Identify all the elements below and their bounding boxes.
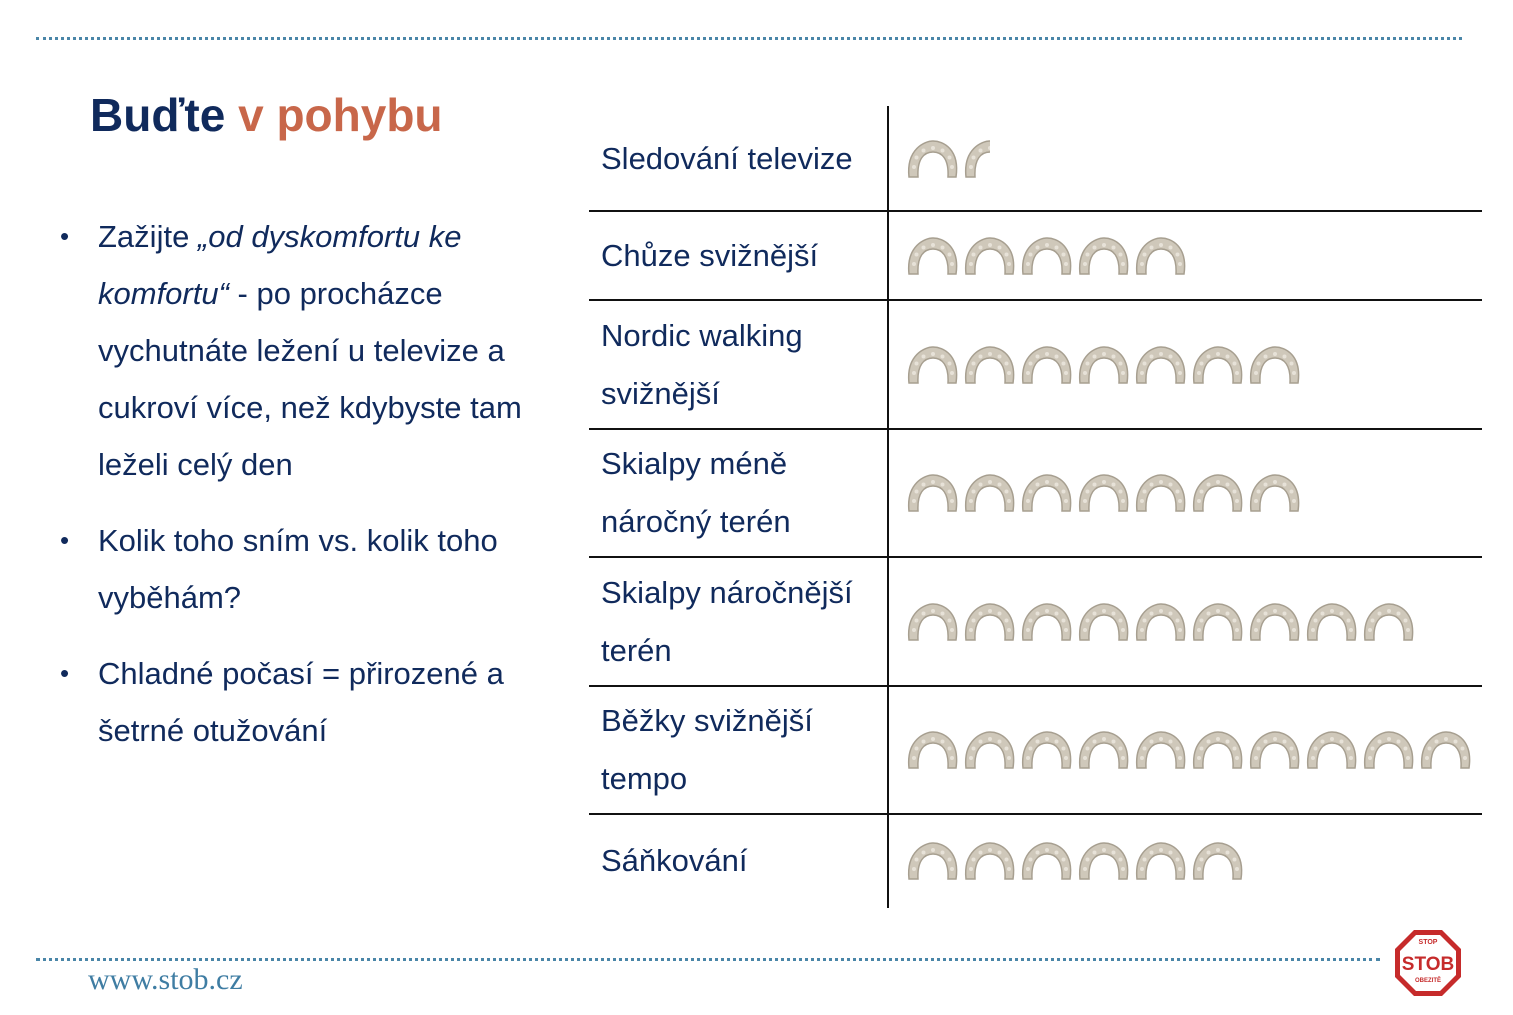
vanilla-crescent-icon bbox=[1019, 234, 1074, 278]
bullet-text-pre: Zažijte bbox=[98, 219, 198, 254]
vanilla-crescent-icon bbox=[1133, 728, 1188, 772]
vanilla-crescent-icon bbox=[1361, 600, 1416, 644]
bullet-item bbox=[60, 512, 560, 626]
table-column-divider bbox=[887, 106, 889, 908]
vanilla-crescent-icon bbox=[1133, 343, 1188, 387]
vanilla-crescent-icon bbox=[905, 471, 960, 515]
vanilla-crescent-icon bbox=[905, 728, 960, 772]
vanilla-crescent-icon bbox=[1076, 471, 1131, 515]
vanilla-crescent-icon bbox=[1076, 234, 1131, 278]
row-cookie-icons bbox=[905, 106, 1477, 211]
vanilla-crescent-icon bbox=[1190, 728, 1245, 772]
vanilla-crescent-icon bbox=[1019, 839, 1074, 883]
bullet-text-post: - po procházce vychutnáte ležení u televize a cukroví více, než kdybyste tam leželi celý den bbox=[98, 276, 522, 482]
vanilla-crescent-icon bbox=[905, 137, 960, 181]
row-cookie-icons bbox=[905, 211, 1477, 300]
bullet-list bbox=[60, 208, 560, 778]
vanilla-crescent-icon bbox=[1076, 839, 1131, 883]
vanilla-crescent-icon bbox=[1019, 600, 1074, 644]
bullet-text: Kolik toho sním vs. kolik toho vyběhám? bbox=[98, 523, 498, 615]
bullet-text-italic: „od dyskomfortu ke komfortu“ bbox=[98, 219, 462, 311]
bullet-item bbox=[60, 208, 560, 493]
slide-title bbox=[90, 88, 443, 142]
vanilla-crescent-icon bbox=[962, 728, 1017, 772]
vanilla-crescent-icon bbox=[1418, 728, 1473, 772]
vanilla-crescent-icon bbox=[1247, 728, 1302, 772]
logo-top-text: STOP bbox=[1418, 939, 1438, 946]
vanilla-crescent-icon bbox=[1304, 600, 1359, 644]
vanilla-crescent-icon bbox=[1076, 600, 1131, 644]
vanilla-crescent-icon bbox=[962, 839, 1017, 883]
bullet-dot-icon: • bbox=[60, 658, 70, 688]
vanilla-crescent-icon bbox=[1019, 471, 1074, 515]
vanilla-crescent-icon bbox=[1133, 234, 1188, 278]
row-cookie-icons bbox=[905, 686, 1477, 814]
vanilla-crescent-icon bbox=[1247, 471, 1302, 515]
title-accent: v pohybu bbox=[238, 89, 443, 141]
row-label: Běžky svižnější tempo bbox=[601, 703, 813, 796]
bullet-text: Chladné počasí = přirozené a šetrné otužování bbox=[98, 656, 504, 748]
vanilla-crescent-icon bbox=[1190, 600, 1245, 644]
website-url[interactable]: www.stob.cz bbox=[88, 963, 243, 996]
vanilla-crescent-icon bbox=[962, 234, 1017, 278]
row-cookie-icons bbox=[905, 814, 1477, 908]
vanilla-crescent-icon bbox=[1133, 600, 1188, 644]
vanilla-crescent-icon bbox=[1133, 471, 1188, 515]
vanilla-crescent-icon bbox=[1304, 728, 1359, 772]
vanilla-crescent-icon bbox=[1076, 343, 1131, 387]
bullet-item bbox=[60, 645, 560, 759]
row-label: Chůze svižnější bbox=[601, 237, 819, 273]
activity-cookie-table bbox=[589, 106, 1482, 908]
vanilla-crescent-icon bbox=[962, 343, 1017, 387]
vanilla-crescent-icon bbox=[905, 234, 960, 278]
vanilla-crescent-icon bbox=[1019, 343, 1074, 387]
row-label: Skialpy méně náročný terén bbox=[601, 446, 791, 539]
vanilla-crescent-icon bbox=[905, 343, 960, 387]
vanilla-crescent-icon bbox=[962, 471, 1017, 515]
row-label: Sáňkování bbox=[601, 843, 748, 878]
row-label: Skialpy náročnější terén bbox=[601, 574, 853, 668]
vanilla-crescent-icon bbox=[1019, 728, 1074, 772]
vanilla-crescent-icon bbox=[905, 839, 960, 883]
bullet-dot-icon: • bbox=[60, 525, 70, 555]
vanilla-crescent-icon bbox=[1133, 839, 1188, 883]
vanilla-crescent-icon bbox=[1247, 343, 1302, 387]
logo-main-text: STOB bbox=[1401, 954, 1455, 975]
row-label: Sledování televize bbox=[601, 140, 853, 176]
vanilla-crescent-icon bbox=[905, 600, 960, 644]
bullet-dot-icon: • bbox=[60, 221, 70, 251]
vanilla-crescent-icon bbox=[1190, 839, 1245, 883]
row-cookie-icons bbox=[905, 429, 1477, 557]
vanilla-crescent-icon bbox=[1190, 471, 1245, 515]
vanilla-crescent-icon bbox=[1361, 728, 1416, 772]
vanilla-crescent-icon bbox=[962, 137, 990, 181]
title-main: Buďte bbox=[90, 89, 226, 141]
vanilla-crescent-icon bbox=[1190, 343, 1245, 387]
bottom-dotted-divider bbox=[36, 958, 1380, 961]
logo-bottom-text: OBEZITĚ bbox=[1414, 978, 1442, 984]
row-label: Nordic walking svižnější bbox=[601, 317, 803, 411]
stob-logo-icon bbox=[1393, 928, 1463, 998]
top-dotted-divider bbox=[36, 37, 1462, 40]
row-cookie-icons bbox=[905, 557, 1477, 686]
vanilla-crescent-icon bbox=[1247, 600, 1302, 644]
vanilla-crescent-icon bbox=[1076, 728, 1131, 772]
row-cookie-icons bbox=[905, 300, 1477, 429]
vanilla-crescent-icon bbox=[962, 600, 1017, 644]
